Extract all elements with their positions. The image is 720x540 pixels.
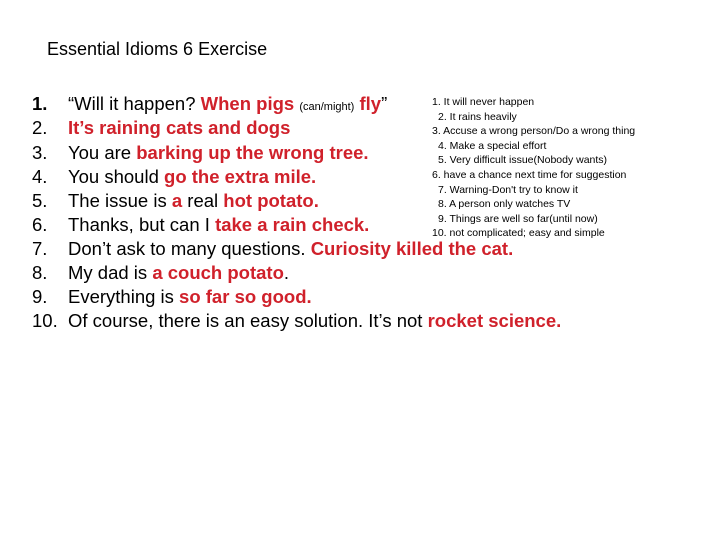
sentence-text: My dad is xyxy=(68,262,153,283)
idiom-phrase: take a rain check. xyxy=(215,214,370,235)
sentence-text: . xyxy=(283,262,290,283)
idiom-phrase: a xyxy=(171,190,183,211)
item-number: 1. xyxy=(32,93,48,114)
answer-item: 3. Accuse a wrong person/Do a wrong thing xyxy=(432,125,636,138)
item-sentence xyxy=(68,261,289,285)
item-sentence xyxy=(68,141,369,165)
answer-key-list xyxy=(432,95,682,241)
item-number: 3. xyxy=(32,142,48,163)
sentence-text: (can/might) xyxy=(299,101,355,113)
answer-item: 1. It will never happen xyxy=(432,96,535,108)
sentence-text: Thanks, but can I xyxy=(68,214,216,235)
sentence-text: “Will it happen? xyxy=(68,93,201,114)
answer-item: 6. have a chance next time for suggestion xyxy=(432,168,627,181)
item-number: 7. xyxy=(32,238,48,259)
item-sentence xyxy=(68,309,561,333)
answer-item: 10. not complicated; easy and simple xyxy=(432,227,605,240)
item-sentence xyxy=(68,165,316,189)
sentence-text: ” xyxy=(381,93,388,114)
item-sentence xyxy=(68,116,290,140)
answer-item: 9. Things are well so far(until now) xyxy=(438,212,598,225)
sentence-text: Of course, there is an easy solution. It’s not xyxy=(68,310,428,331)
sentence-text: Everything is xyxy=(68,286,180,307)
idiom-phrase: go the extra mile. xyxy=(164,166,317,187)
item-sentence xyxy=(68,92,387,119)
answer-item: 5. Very difficult issue(Nobody wants) xyxy=(438,154,608,167)
idiom-phrase: so far so good. xyxy=(179,286,312,307)
item-sentence xyxy=(68,285,312,309)
idiom-phrase: a couch potato xyxy=(152,262,284,283)
answer-item: 4. Make a special effort xyxy=(438,139,547,152)
item-number: 10. xyxy=(32,310,58,331)
idiom-phrase: hot potato. xyxy=(223,190,319,211)
answer-item: 8. A person only watches TV xyxy=(438,198,571,211)
sentence-text: You are xyxy=(68,142,137,163)
idiom-phrase: fly xyxy=(354,93,382,114)
idiom-phrase: Curiosity killed the cat. xyxy=(310,238,514,259)
idiom-phrase: barking up the wrong tree. xyxy=(136,142,369,163)
answer-item: 2. It rains heavily xyxy=(438,110,517,123)
item-number: 8. xyxy=(32,262,48,283)
item-number: 2. xyxy=(32,117,48,138)
page-title: Essential Idioms 6 Exercise xyxy=(47,39,268,59)
item-number: 9. xyxy=(32,286,48,307)
sentence-text: Don’t ask to many questions. xyxy=(68,238,311,259)
sentence-text: real xyxy=(182,190,224,211)
sentence-text: The issue is xyxy=(68,190,172,211)
item-sentence xyxy=(68,213,369,237)
idiom-phrase: It’s raining cats and dogs xyxy=(68,117,291,138)
idiom-phrase: rocket science. xyxy=(427,310,562,331)
item-number: 5. xyxy=(32,190,48,211)
answer-item: 7. Warning-Don't try to know it xyxy=(438,183,578,196)
item-number: 6. xyxy=(32,214,48,235)
sentence-text: You should xyxy=(68,166,165,187)
item-number: 4. xyxy=(32,166,48,187)
item-sentence xyxy=(68,189,319,213)
idiom-phrase: When pigs xyxy=(200,93,300,114)
